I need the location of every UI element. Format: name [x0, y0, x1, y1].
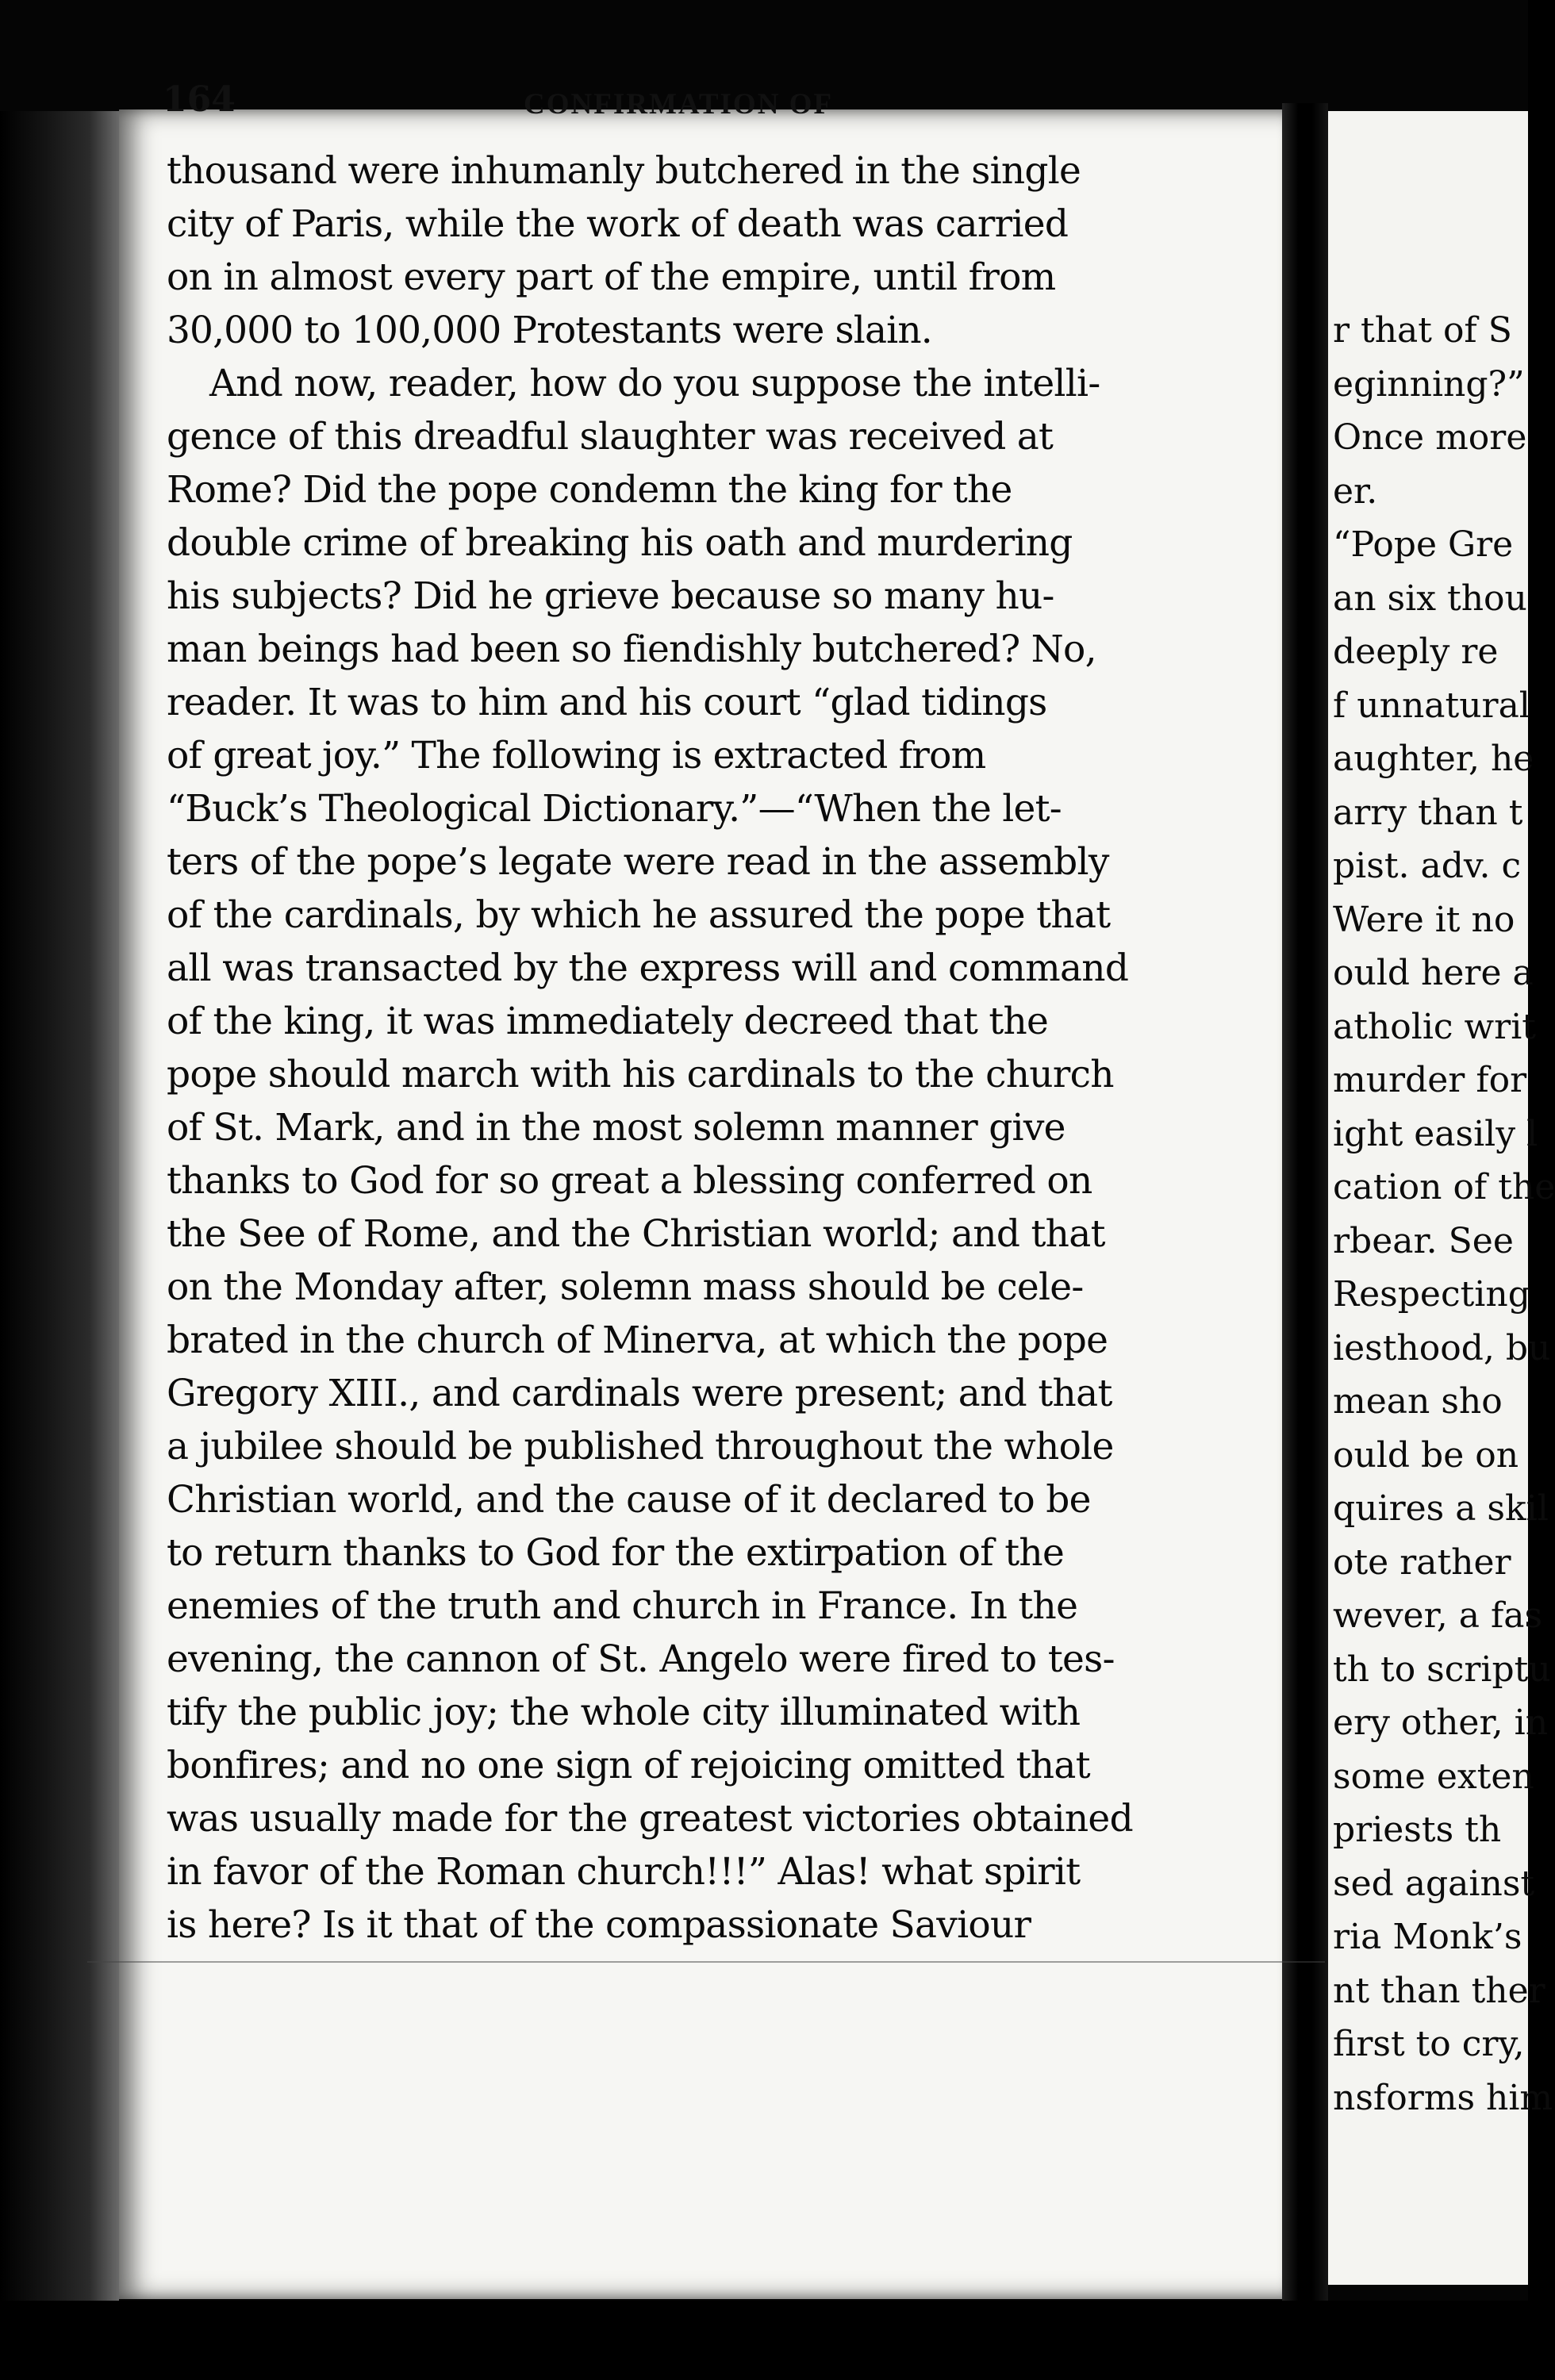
- facing-text-line: nsforms him: [1333, 2077, 1553, 2118]
- body-text: [167, 144, 1309, 1952]
- text-line: reader. It was to him and his court “glad tidings: [167, 681, 1047, 724]
- text-line: to return thanks to God for the extirpation of the: [167, 1531, 1065, 1575]
- facing-text-line: er.: [1333, 470, 1378, 512]
- text-line: ters of the pope’s legate were read in the assembly: [167, 840, 1109, 884]
- text-line: tify the public joy; the whole city illuminated with: [167, 1691, 1081, 1734]
- facing-text-line: “Pope Gre: [1333, 524, 1514, 565]
- text-line: the See of Rome, and the Christian world; and that: [167, 1212, 1105, 1256]
- facing-text-line: mean sho: [1333, 1381, 1503, 1422]
- facing-text-line: nt than ther: [1333, 1970, 1545, 2011]
- text-line: city of Paris, while the work of death was carried: [167, 202, 1069, 246]
- scan-bottom-margin: [0, 2301, 1528, 2380]
- facing-text-line: wever, a fas: [1333, 1595, 1543, 1636]
- facing-text-line: Were it no: [1333, 899, 1515, 940]
- facing-text-line: ria Monk’s: [1333, 1917, 1522, 1957]
- facing-text-line: aughter, he: [1333, 739, 1534, 779]
- facing-text-line: r that of S: [1333, 310, 1512, 351]
- text-line: on in almost every part of the empire, until from: [167, 255, 1056, 299]
- facing-text-line: Respecting: [1333, 1274, 1530, 1315]
- text-line: all was transacted by the express will and command: [167, 946, 1129, 990]
- facing-page: [1328, 111, 1555, 2285]
- text-line: enemies of the truth and church in France. In the: [167, 1584, 1078, 1628]
- text-line: pope should march with his cardinals to the church: [167, 1053, 1114, 1096]
- facing-text-line: arry than t: [1333, 792, 1523, 833]
- page-number: 164: [163, 79, 236, 120]
- scan-artifact-rule: [87, 1961, 1325, 1963]
- facing-text-line: priests th: [1333, 1810, 1502, 1850]
- facing-text-line: deeply re: [1333, 631, 1499, 672]
- text-line: gence of this dreadful slaughter was received at: [167, 415, 1054, 459]
- facing-page-text: [1333, 304, 1555, 2125]
- facing-text-line: sed against: [1333, 1863, 1535, 1904]
- facing-text-line: eginning?”: [1333, 363, 1525, 405]
- facing-text-line: Once more: [1333, 417, 1527, 458]
- text-line: of St. Mark, and in the most solemn manner give: [167, 1106, 1065, 1150]
- facing-text-line: ould be on: [1333, 1434, 1519, 1476]
- text-line: And now, reader, how do you suppose the intelli-: [209, 362, 1100, 405]
- text-line: man beings had been so fiendishly butchered? No,: [167, 628, 1096, 671]
- text-line: bonfires; and no one sign of rejoicing omitted that: [167, 1744, 1090, 1787]
- text-line: of the king, it was immediately decreed that the: [167, 1000, 1049, 1043]
- text-line: 30,000 to 100,000 Protestants were slain.: [167, 309, 932, 352]
- text-line: thousand were inhumanly butchered in the single: [167, 149, 1081, 193]
- text-line: of great joy.” The following is extracted from: [167, 734, 986, 777]
- facing-text-line: rbear. See: [1333, 1220, 1514, 1261]
- text-line: Rome? Did the pope condemn the king for the: [167, 468, 1012, 512]
- facing-text-line: cation of the: [1333, 1167, 1555, 1207]
- text-line: a jubilee should be published throughout the whole: [167, 1425, 1114, 1468]
- text-line: Christian world, and the cause of it declared to be: [167, 1478, 1091, 1522]
- text-line: on the Monday after, solemn mass should be cele-: [167, 1265, 1084, 1309]
- text-line: double crime of breaking his oath and murdering: [167, 521, 1073, 565]
- text-line: his subjects? Did he grieve because so many hu-: [167, 574, 1054, 618]
- facing-text-line: atholic writ: [1333, 1006, 1536, 1047]
- text-line: “Buck’s Theological Dictionary.”—“When the let-: [167, 787, 1062, 831]
- facing-text-line: some exten: [1333, 1756, 1534, 1797]
- facing-text-line: murder for: [1333, 1060, 1527, 1100]
- facing-text-line: an six thou: [1333, 578, 1527, 619]
- text-line: in favor of the Roman church!!!” Alas! what spirit: [167, 1850, 1081, 1894]
- running-title: CONFIRMATION OF: [524, 88, 834, 121]
- facing-text-line: f unnatural: [1333, 685, 1530, 726]
- text-line: is here? Is it that of the compassionate Saviour: [167, 1903, 1031, 1947]
- text-line: evening, the cannon of St. Angelo were fired to tes-: [167, 1637, 1115, 1681]
- facing-text-line: ould here a: [1333, 953, 1534, 993]
- facing-text-line: iesthood, bu: [1333, 1327, 1551, 1368]
- facing-text-line: pist. adv. c: [1333, 846, 1522, 886]
- text-line: of the cardinals, by which he assured the pope that: [167, 893, 1111, 937]
- facing-text-line: ight easily l: [1333, 1113, 1538, 1154]
- text-line: Gregory XIII., and cardinals were present; and that: [167, 1372, 1112, 1415]
- text-line: thanks to God for so great a blessing conferred on: [167, 1159, 1092, 1203]
- text-line: brated in the church of Minerva, at which the pope: [167, 1319, 1108, 1362]
- facing-text-line: ery other, in: [1333, 1702, 1549, 1743]
- facing-text-line: th to scriptu: [1333, 1649, 1551, 1690]
- text-line: was usually made for the greatest victories obtained: [167, 1797, 1133, 1841]
- book-spine-edge: [0, 111, 119, 2301]
- facing-text-line: first to cry,: [1333, 2024, 1525, 2064]
- running-head: [163, 79, 1194, 143]
- facing-text-line: quires a skil: [1333, 1488, 1549, 1529]
- facing-text-line: ote rather: [1333, 1541, 1511, 1583]
